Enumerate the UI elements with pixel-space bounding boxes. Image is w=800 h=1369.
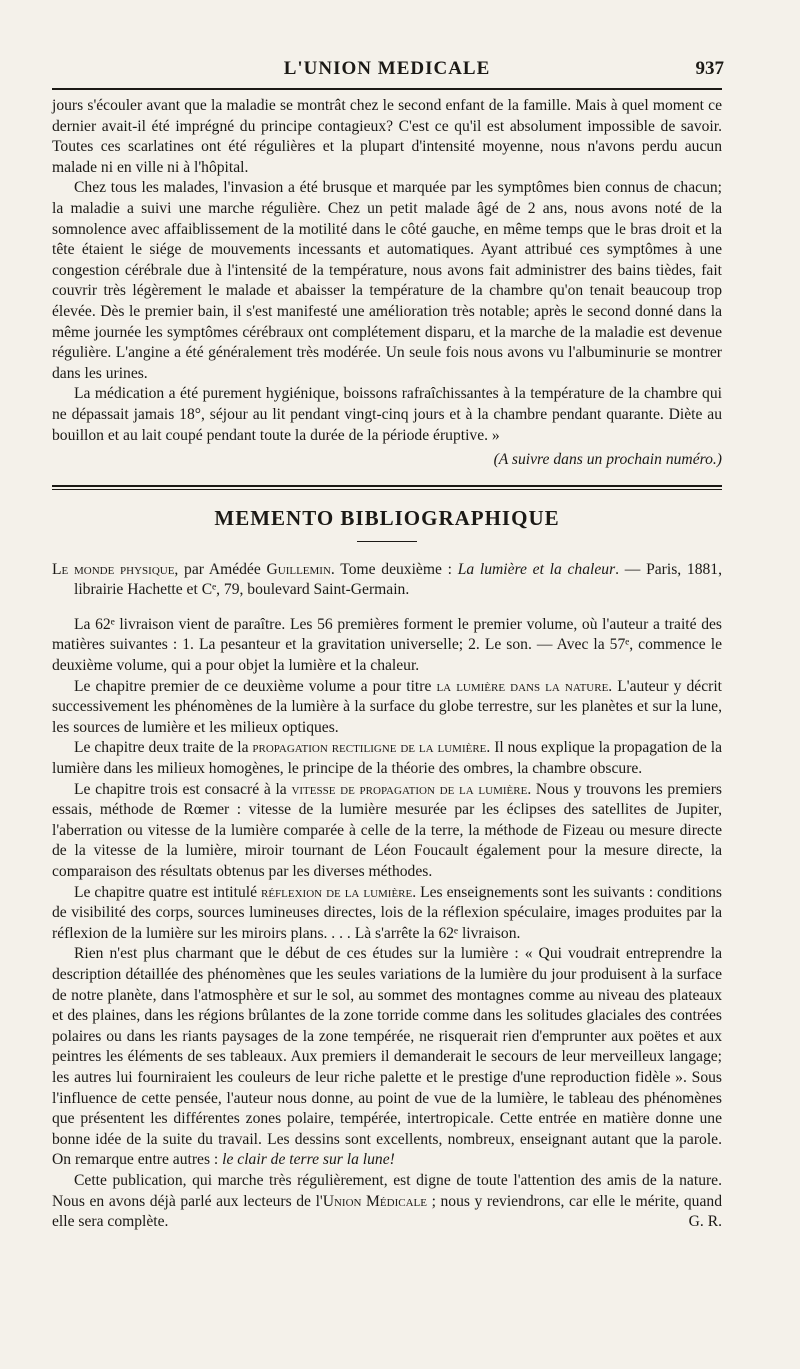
running-title: L'UNION MEDICALE <box>283 58 491 79</box>
article-paragraph: La médication a été purement hygiénique, boissons rafraîchissantes à la température de la chambre qui ne dépassait jamais 18°, séjour au lit pendant vingt-cinq jours et à la chambre pendant quarante. Diète au bouillon et au lait coupé pendant toute la durée de la période éruptive. » <box>52 385 722 444</box>
citation-author: Guillemin <box>266 560 331 578</box>
chapter-title: vitesse de propagation de la lumière <box>291 780 528 798</box>
text-run: Le chapitre trois est consacré à la <box>74 780 292 798</box>
book-citation <box>52 560 722 601</box>
review-paragraph <box>52 1171 722 1233</box>
review-paragraph <box>52 738 722 779</box>
section-divider <box>52 485 722 490</box>
chapter-title: propagation rectiligne de la lumière <box>252 739 487 757</box>
review-paragraph <box>52 677 722 739</box>
text-run: Cette publication, qui marche très régulièrement, est digne de toute l'attention des amis de la nature. Nous en avons déjà parlé aux lecteurs de l' <box>52 1171 722 1210</box>
continuation-note: (A suivre dans un prochain numéro.) <box>493 451 722 469</box>
citation-work-title: Le monde physique <box>52 560 175 578</box>
page-number: 937 <box>695 58 724 79</box>
citation-author-intro: , par Amédée <box>174 560 267 578</box>
review-paragraph <box>52 944 722 1171</box>
text-run: . Les enseignements sont les suivants : conditions de visibilité des corps, sources lumineuses directes, lois de la réflexion spéculaire, images produites par la réflexion de la lumière sur les miroirs plans. . . . Là s'arrête la 62ᵉ livraison. <box>52 883 722 942</box>
citation-volume-title: La lumière et la chaleur <box>457 560 616 578</box>
signature: G. R. <box>688 1213 722 1231</box>
review-paragraph <box>52 780 722 883</box>
text-run: Rien n'est plus charmant que le début de ces études sur la lumière : « Qui voudrait entreprendre la description détaillée des phénomènes que les seules variations de la lumière du jour produisent à la surface de notre planète, dans l'atmosphère et sur le sol, au sommet des montagnes comme au niveau des plateaux et des plaines, dans les régions brûlantes de la zone torride comme dans les solitudes glaciales des contrées polaires ou dans les riants paysages de la zone tempérée, ne risquerait rien d'emprunter aux poëtes et aux peintres les éléments de ses tableaux. Aux premiers il demanderait le secours de leur merveilleux langage; les autres lui fourniraient les couleurs de leur riche palette et le prestige d'une reproduction fidèle ». Sous l'influence de cette pensée, l'auteur nous donne, au point de vue de la lumière, le tableau des phénomènes que présentent les différentes zones polaire, tempérée, intertropicale. Cette entrée en matière donne une bonne idée de la suite du travail. Les dessins sont excellents, nombreux, enseignant autant que la parole. On remarque entre autres : <box>52 945 722 1169</box>
title-rule <box>357 541 417 542</box>
article-paragraph: Chez tous les malades, l'invasion a été brusque et marquée par les symptômes bien connus de chacun; la maladie a suivi une marche régulière. Chez un petit malade âgé de 2 ans, nous avons noté de la somnolence avec affaiblissement de la motilité dans le côté gauche, en même temps que le bras droit et la tête étaient le siége de mouvements incessants et automatiques. Ayant attribué ces symptômes à une congestion cérébrale due à l'intensité de la température, nous avons fait administrer des bains tièdes, fait couvrir très légèrement le malade et abaisser la température de la chambre qu'on tenait beaucoup trop élevée. Dès le premier bain, il s'est manifesté une amélioration très notable; après le second donné dans la même journée les symptômes cérébraux ont complétement disparu, et la marche de la maladie est devenue régulière. L'angine a été généralement très modérée. Un seule fois nous avons vu l'albuminurie se montrer dans les urines. <box>52 179 722 382</box>
review-paragraph: La 62ᵉ livraison vient de paraître. Les 56 premières forment le premier volume, où l'auteur a traité des matières suivantes : 1. La pesanteur et la gravitation universelle; 2. Le son. — Avec la 57ᵉ, commence le deuxième volume, qui a pour objet la lumière et la chaleur. <box>52 615 722 675</box>
text-run: ; nous y reviendrons, car elle le mérite, quand elle sera complète. <box>52 1192 722 1231</box>
citation-volume: . Tome deuxième : <box>330 560 458 578</box>
review-paragraph <box>52 883 722 945</box>
citation-imprint: . — Paris, 1881, librairie Hachette et Cᵉ, 79, boulevard Saint-Germain. <box>74 560 722 599</box>
chapter-title: réflexion de la lumière <box>261 883 413 901</box>
article-paragraph: jours s'écouler avant que la maladie se montrât chez le second enfant de la famille. Mais à quel moment ce dernier avait-il été imprégné du principe contagieux? C'est ce qu'il est absolument impossible de savoir. Toutes ces scarlatines ont été régulières et la plupart d'intensité moyenne, nous n'avons perdu aucun malade ni en ville ni à l'hôpital. <box>52 97 722 176</box>
chapter-title: la lumière dans la nature <box>436 677 609 695</box>
text-run: Le chapitre premier de ce deuxième volume a pour titre <box>74 677 437 695</box>
review-body <box>52 615 722 1233</box>
section-title: MEMENTO BIBLIOGRAPHIQUE <box>214 505 560 530</box>
header-rule <box>52 88 722 90</box>
text-run: . Il nous explique la propagation de la lumière dans les milieux homogènes, le principe de la théorie des ombres, la chambre obscure. <box>52 739 722 778</box>
text-run: . L'auteur y décrit successivement les phénomènes de la lumière à la surface du globe terrestre, sur les planètes et sur la lune, les sources de lumière et les milieux optiques. <box>52 677 723 736</box>
journal-name: Union Médicale <box>322 1192 427 1210</box>
page-header <box>52 0 722 96</box>
italic-quote: le clair de terre sur la lune! <box>222 1151 395 1169</box>
article-continuation <box>52 96 722 471</box>
text-run: . Nous y trouvons les premiers essais, méthode de Rœmer : vitesse de la lumière mesurée par les éclipses des satellites de Jupiter, l'aberration ou vitesse de la lumière comparée à celle de la terre, la méthode de Fizeau ou mesure directe de la vitesse de la lumière, miroir tournant de Léon Foucault également pour la mesure directe, la comparaison des résultats obtenus par les diverses méthodes. <box>52 780 722 880</box>
text-run: Le chapitre quatre est intitulé <box>74 883 261 901</box>
text-run: Le chapitre deux traite de la <box>74 739 253 757</box>
